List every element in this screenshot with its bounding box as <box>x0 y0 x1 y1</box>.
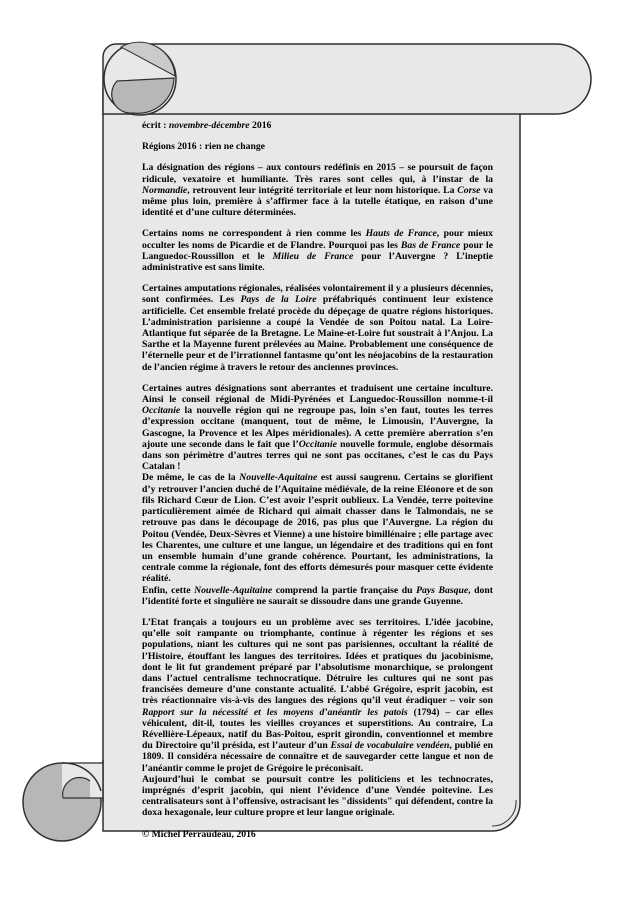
text-run: (1794) – car elles véhiculent, dit-il, toutes les vieilles croyances et superstitions. Au contraire, La Révellière-Lépeaux, natif du Bas-Poitou, esprit girondin, conventionnel et membre du Directoire qu’il présida, est l’auteur d’un <box>142 706 493 752</box>
text-run: , retrouvent leur intégrité territoriale et leur nom historique. La <box>187 184 458 196</box>
copyright-line: © Michel Perraudeau, 2016 <box>142 828 256 840</box>
italic-run: Rapport sur la nécessité et les moyens d’anéantir les patois <box>142 706 408 718</box>
paragraph <box>142 472 493 584</box>
italic-run: Normandie <box>142 184 188 196</box>
text-run: , publié en 1809. Il considéra nécessaire de connaître et de sauvegarder cette langue et non de l’anéantir comme le projet de Grégoire le préconisait. <box>142 740 493 774</box>
paragraph <box>142 383 493 473</box>
italic-run: Corse <box>457 184 481 196</box>
text-run: 2016 <box>249 120 272 131</box>
article-title: Régions 2016 : rien ne change <box>142 141 265 153</box>
italic-run: Milieu de France <box>272 250 354 262</box>
paragraph <box>142 617 493 774</box>
text-run: va même plus loin, première à s’affirmer face à la tutelle étatique, en raison d’une identité et d’une culture déterminées. <box>142 184 493 219</box>
text-run: , dont l’identité forte et singulière ne saurait se dissoudre dans une grande Guyenne. <box>142 584 493 607</box>
text-run: Aujourd’hui le combat se poursuit contre les politiciens et les technocrates, imprégnés d’esprit jacobin, qui nient l’évidence d’une Vendée poitevine. Les centralisateurs sont à l’offensive, ostracisant les "dissidents" qui défendent, contre la doxa hexagonale, leur culture propre et leur langue originale. <box>142 773 493 819</box>
text-run: La désignation des régions – aux contours redéfinis en 2015 – se poursuit de façon ridicule, vexatoire et humiliante. Très rares sont celles qui, à l’instar de la <box>142 162 493 185</box>
paragraph <box>142 585 493 607</box>
text-run: la nouvelle région qui ne regroupe pas, loin s’en faut, toutes les terres d’expression occitane (manquent, tout de même, le Limousin, l’Auvergne, la Gascogne, la Provence et les Alpes méridionales). A cette première aberration s’en ajoute une seconde dans le fait que l’ <box>142 405 493 450</box>
italic-run: Occitanie <box>298 438 337 450</box>
italic-run: Pays de la Loire <box>240 294 317 306</box>
italic-run: Pays Basque <box>416 584 469 596</box>
italic-run: Hauts de France <box>365 228 437 240</box>
italic-run: Bas de France <box>400 239 461 251</box>
italic-run: Nouvelle-Aquitaine <box>239 472 318 484</box>
text-run: De même, le cas de la <box>142 472 240 484</box>
text-run: Certaines autres désignations sont aberrantes et traduisent une certaine inculture. Ainsi le conseil régional de Midi-Pyrénées et Languedoc-Roussillon nomme-t-il <box>142 382 493 406</box>
italic-run: novembre-décembre <box>168 120 250 131</box>
italic-run: Occitanie <box>142 405 181 417</box>
text-run: Enfin, cette <box>142 584 195 596</box>
text-run: , pour mieux occulter les noms de Picardie et de Flandre. Pourquoi pas les <box>142 228 493 251</box>
article <box>142 120 493 840</box>
text-run: nouvelle formule, englobe désormais dans son périmètre d’autres terres qui ne sont pas occitanes, c’est le cas du Pays Catalan ! <box>142 438 493 473</box>
article-paragraphs <box>142 162 493 818</box>
text-run: comprend la partie française du <box>272 584 417 596</box>
paragraph <box>142 774 493 819</box>
written-date-line <box>142 120 493 131</box>
paragraph <box>142 283 493 373</box>
text-run: L’Etat français a toujours eu un problème avec ses territoires. L’idée jacobine, qu’elle soit rampante ou triomphante, continue à régenter les régions et ses populations, niant les cultures qui ne sont pas parisiennes, occultant la réalité de l’Histoire, étouffant les langues des territoires. Idées et pratiques du jacobinisme, dont le lit fut grandement préparé par l’absolutisme monarchique, se prolongent dans l’actuel centralisme technocratique. Détruire les cultures qui ne sont pas francisées demeure d’une constante actualité. L’abbé Grégoire, esprit jacobin, est très réactionnaire vis-à-vis des langues des régions qu’il veut éradiquer – voir son <box>142 616 493 707</box>
text-run: pour le Languedoc-Roussillon et le <box>142 239 493 262</box>
paragraph <box>142 162 493 218</box>
text-run: Certains noms ne correspondent à rien comme les <box>142 228 366 240</box>
text-run: pour l’Auvergne ? L’ineptie administrative est sans limite. <box>142 250 493 274</box>
text-run: est aussi saugrenu. Certains se glorifient d’y retrouver l’ancien duché de l’Aquitaine médiévale, de la reine Eléonore et de son fils Richard Cœur de Lion. C’est avoir l’esprit oublieux. La Vendée, terre poitevine particulièrement aimée de Richard qui aimait chasser dans le Talmondais, ne se retrouve pas dans le découpage de 2016, pas plus que l’Auvergne. La région du Poitou (Vendée, Deux-Sèvres et Vienne) a une histoire bimillénaire ; elle partage avec les Charentes, une culture et une langue, un légendaire et des traditions qui en font un ensemble humain d’une grande cohérence. Pourtant, les administrations, la centrale comme la régionale, font des efforts démesurés pour masquer cette évidente réalité. <box>142 472 493 585</box>
italic-run: Essai de vocabulaire vendéen <box>330 740 450 752</box>
text-run: préfabriqués continuent leur existence artificielle. Cet ensemble frelaté procède du dépeçage de quatre régions historiques. L’administration parisienne a coupé la Vendée de son Poitou natal. La Loire-Atlantique fut séparée de la Bretagne. Le Maine-et-Loire fut soustrait à l’Anjou. La Sarthe et la Mayenne furent prélevées au Maine. Probablement une conséquence de l’éternelle peur et de l’irrationnel fantasme qu’ont les néojacobins de la restauration de l’ancien régime à travers le retour des anciennes provinces. <box>142 294 493 373</box>
text-run: Certaines amputations régionales, réalisées volontairement il y a plusieurs décennies, sont confirmées. Les <box>142 283 493 306</box>
text-run: écrit : <box>142 120 169 131</box>
paragraph <box>142 228 493 273</box>
italic-run: Nouvelle-Aquitaine <box>194 584 273 596</box>
